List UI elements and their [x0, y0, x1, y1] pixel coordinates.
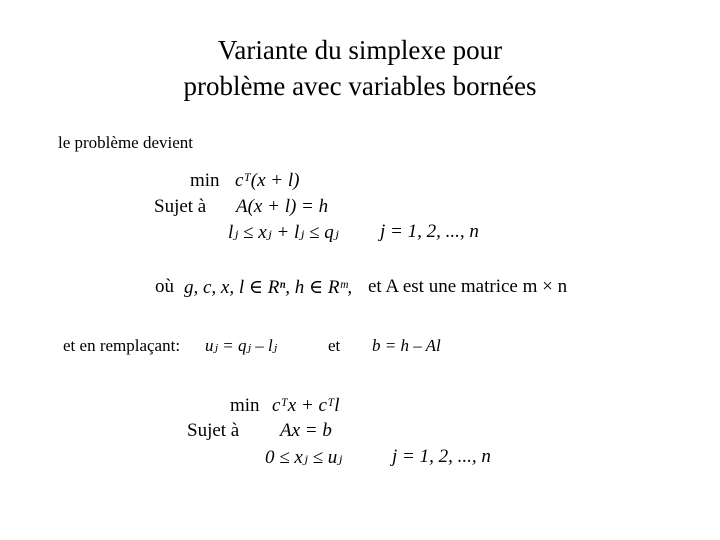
- p1-bounds: lⱼ ≤ xⱼ + lⱼ ≤ qⱼ: [228, 222, 339, 243]
- p1-constraint: A(x + l) = h: [236, 196, 329, 217]
- intro-text: le problème devient: [58, 133, 194, 152]
- u-definition: uⱼ = qⱼ – lⱼ: [205, 336, 278, 355]
- b-definition: b = h – Al: [372, 336, 441, 355]
- where-text: et A est une matrice m × n: [368, 276, 568, 297]
- p1-index-range: j = 1, 2, ..., n: [380, 221, 479, 242]
- p2-bounds: 0 ≤ xⱼ ≤ uⱼ: [265, 447, 343, 468]
- replacement-label: et en remplaçant:: [63, 336, 181, 355]
- and-text: et: [328, 336, 341, 355]
- p1-min-label: min: [190, 170, 220, 191]
- p2-constraint: Ax = b: [280, 420, 332, 441]
- p1-subject-label: Sujet à: [154, 196, 207, 217]
- where-domain: g, c, x, l ∈ Rⁿ, h ∈ Rᵐ,: [184, 277, 353, 298]
- where-label: où: [155, 276, 174, 297]
- p2-subject-label: Sujet à: [187, 420, 240, 441]
- slide-title-line-2: problème avec variables bornées: [183, 71, 537, 101]
- slide-title-line-1: Variante du simplexe pour: [217, 35, 503, 65]
- p2-min-label: min: [230, 395, 260, 416]
- p2-objective: cᵀx + cᵀl: [272, 395, 340, 416]
- p2-index-range: j = 1, 2, ..., n: [392, 446, 491, 467]
- p1-objective: cᵀ(x + l): [235, 170, 300, 191]
